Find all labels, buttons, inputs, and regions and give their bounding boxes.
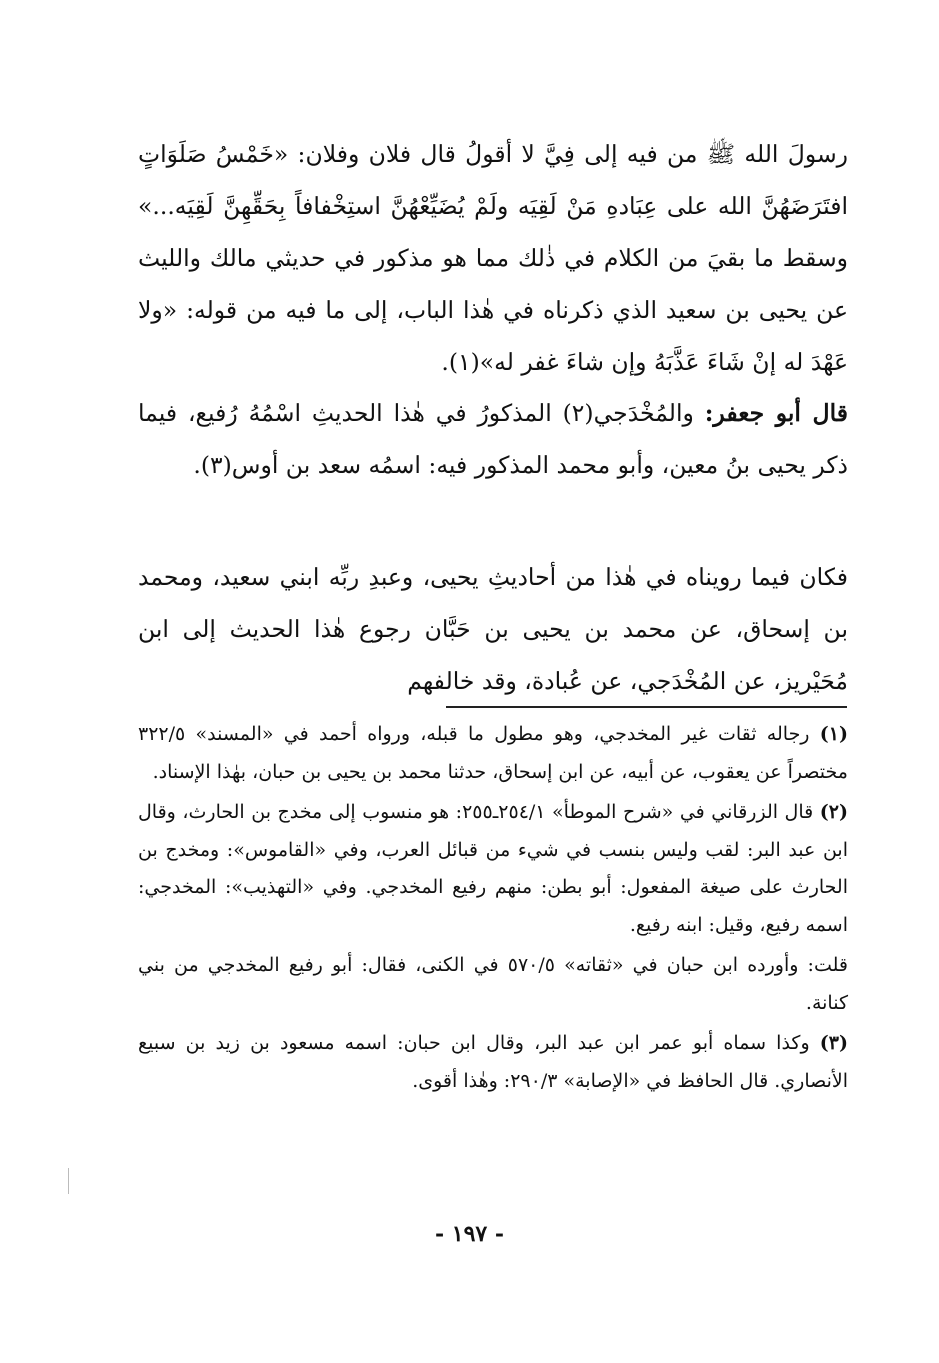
footnote-3-text: وكذا سماه أبو عمر ابن عبد البر، وقال ابن حبان: اسمه مسعود بن زيد بن سبيع الأنصاري. قال الحافظ في «الإصابة» ٢٩٠/٣: وهٰذا أقوى. (138, 1032, 848, 1092)
footnote-3 (138, 1025, 848, 1100)
main-paragraph-3: فكان فيما رويناه في هٰذا من أحاديثِ يحيى، وعبدِ ربِّه ابني سعيد، ومحمد بن إسحاق، عن محمد بن يحيى بن حَبَّان رجوع هٰذا الحديث إلى ابن مُحَيْريز، عن المُخْدَجي، عن عُبادة، وقد خالفهم (138, 563, 848, 695)
footnote-1-text: رجاله ثقات غير المخدجي، وهو مطول ما قبله، ورواه أحمد في «المسند» ٣٢٢/٥ مختصراً عن يعقوب، عن أبيه، عن ابن إسحاق، حدثنا محمد بن يحيى بن حبان، بهٰذا الإسناد. (138, 723, 848, 783)
footnote-divider (446, 706, 847, 708)
paragraph-2-lead: قال أبو جعفر: (704, 399, 849, 427)
footnote-3-number: (٣) (819, 1032, 848, 1054)
footnote-2-number: (٢) (819, 801, 848, 823)
page-number: - ١٩٧ - (434, 1221, 505, 1247)
footnote-2-note: قلت: وأورده ابن حبان في «ثقاته» ٥٧٠/٥ في الكنى، فقال: أبو رفيع المخدجي من بني كنانة. (138, 954, 848, 1014)
footnote-1 (138, 716, 848, 791)
footnote-2 (138, 794, 848, 944)
footnote-1-number: (١) (819, 723, 848, 745)
scan-margin-mark (68, 1168, 69, 1194)
footnote-2-text: قال الزرقاني في «شرح الموطأ» ٢٥٤/١ـ٢٥٥: هو منسوب إلى مخدج بن الحارث، وقال ابن عبد البر: لقب وليس بنسب في شيء من قبائل العرب، وفي «القاموس»: ومخدج بن الحارث على صيغة المفعول: أبو بطن: منهم رفيع المخدجي. وفي «التهذيب»: المخدجي: اسمه رفيع، وقيل: ابنه رفيع. (138, 801, 848, 936)
main-paragraph-1: رسولَ الله ﷺ من فيه إلى فِيَّ لا أقولُ قال فلان وفلان: «خَمْسُ صَلَوَاتٍ افتَرَضَهُنَّ الله على عِبَادهِ مَنْ لَقِيَه ولَمْ يُضَيِّعْهُنَّ استِخْفافاً بِحَقِّهِنَّ لَقِيَه...» وسقط ما بقيَ من الكلام في ذٰلك مما هو مذكور في حديثي مالك والليث عن يحيى بن سعيد الذي ذكرناه في هٰذا الباب، إلى ما فيه من قوله: «ولا عَهْدَ له إنْ شَاءَ عَذَّبَهُ وإن شاءَ غفر له»(١). (138, 140, 848, 376)
footnotes-section (138, 716, 848, 1103)
paragraph-2-rest: والمُخْدَجي(٢) المذكورُ في هٰذا الحديثِ اسْمُهُ رُفيع، فيما ذكر يحيى بنُ معين، وأبو محمد المذكور فيه: اسمُه سعد بن أوس(٣). (138, 399, 848, 479)
main-paragraph-2 (138, 387, 848, 491)
